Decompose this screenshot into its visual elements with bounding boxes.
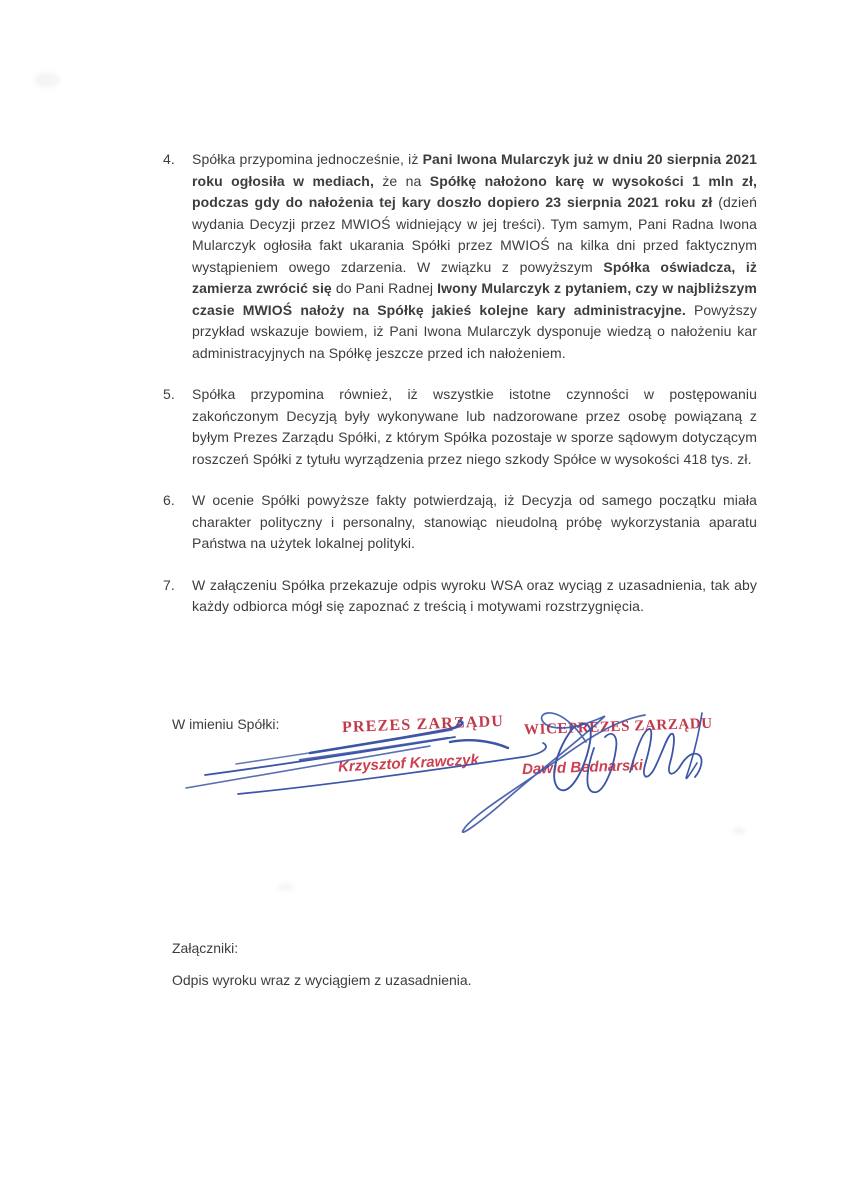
text-run-bold: Spółka oświadcza, iż zamierza zwrócić się <box>192 258 757 296</box>
signature-intro-label: W imieniu Spółki: <box>172 716 280 732</box>
list-item-4 <box>163 149 757 364</box>
scan-smudge <box>34 72 60 88</box>
list-number: 4. <box>163 151 175 167</box>
text-run: Spółka przypomina jednocześnie, iż <box>192 151 423 167</box>
list-item-6 <box>163 490 757 555</box>
wiceprezes-stamp-name: Dawid Bednarski <box>521 756 644 779</box>
text-run-bold: Spółkę nałożono karę w wysokości 1 mln zł, podczas gdy do nałożenia tej kary doszło dopiero 23 sierpnia 2021 roku zł <box>192 172 757 210</box>
paragraph-text <box>192 575 757 618</box>
paragraph-text <box>192 384 757 470</box>
text-run: (dzień wydania Decyzji przez MWIOŚ widniejący w jej treści). Tym samym, Pani Radna Iwona Mularczyk ogłosiła fakt ukarania Spółki przez MWIOŚ na kilka dni przed faktycznym wystąpieniem owego zdarzenia. W związku z powyższym <box>192 194 757 275</box>
list-item-5 <box>163 384 757 470</box>
list-number: 7. <box>163 576 175 593</box>
paragraph-text <box>192 490 757 555</box>
attachments-item: Odpis wyroku wraz z wyciągiem z uzasadnienia. <box>172 972 472 988</box>
text-run: do Pani Radnej <box>335 280 438 296</box>
attachments-label: Załączniki: <box>172 940 239 956</box>
scan-smudge <box>733 829 745 833</box>
text-run-bold: Pani Iwona Mularczyk już w dniu 20 sierpnia 2021 roku ogłosiła w mediach, <box>192 151 757 189</box>
paragraph-text <box>192 149 757 364</box>
text-run: Powyższy przykład wskazuje bowiem, iż Pani Iwona Mularczyk dysponuje wiedzą o nałożeniu kar administracyjnych na Spółkę jeszcze przed ich nałożeniem. <box>192 301 757 361</box>
krzysztof-signature-ink <box>186 721 546 794</box>
list-number: 6. <box>163 492 175 508</box>
text-run: Spółka przypomina również, iż wszystkie istotne czynności w postępowaniu zakończonym Decyzją były wykonywane lub nadzorowane przez osobę powiązaną z byłym Prezes Zarządu Spółki, z którym Spółka pozostaje w sporze sądowym dotyczącym roszczeń Spółki z tytułu wyrządzenia przez niego szkody Spółce w wysokości 418 tys. zł. <box>192 386 757 467</box>
text-run-bold: Iwony Mularczyk z pytaniem, czy w najbliższym czasie MWIOŚ nałoży na Spółkę jakieś kolejne kary administracyjne. <box>192 280 757 318</box>
numbered-paragraph-list <box>163 149 757 638</box>
prezes-stamp-name: Krzysztof Krawczyk <box>337 751 480 776</box>
dawid-signature-ink <box>463 713 702 832</box>
text-run: W załączeniu Spółka przekazuje odpis wyroku WSA oraz wyciąg z uzasadnienia, tak aby każdy odbiorca mógł się zapoznać z treścią i motywami rozstrzygnięcia. <box>192 576 757 614</box>
wiceprezes-stamp-title: WICEPREZES ZARZĄDU <box>523 715 713 739</box>
text-run: W ocenie Spółki powyższe fakty potwierdzają, iż Decyzja od samego początku miała charakter polityczny i personalny, stanowiąc nieudolną próbę wykorzystania aparatu Państwa na użytek lokalnej polityki. <box>192 492 757 551</box>
prezes-stamp-title: PREZES ZARZĄDU <box>341 712 505 737</box>
list-number: 5. <box>163 386 175 402</box>
text-run: że na <box>382 172 430 189</box>
handwritten-signatures-ink <box>170 690 730 850</box>
list-item-7 <box>163 575 757 618</box>
scan-smudge <box>278 883 293 891</box>
